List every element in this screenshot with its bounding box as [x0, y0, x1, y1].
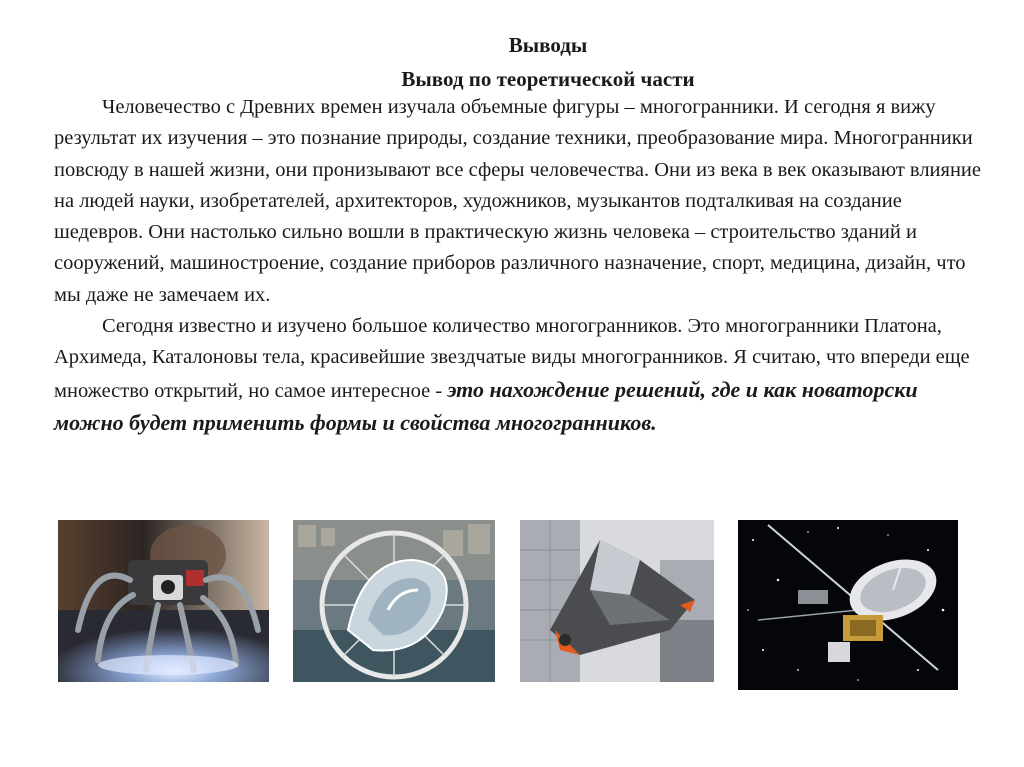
architecture-aerial-photo — [293, 520, 495, 682]
paragraph-1: Человечество с Древних времен изучала объемные фигуры – многогранники. И сегодня я вижу результат их изучения – это познание природы, создание техники, преобразование мира. Многогранники повсюду в нашей жизни, они пронизывают все сферы человечества. Они из века в век оказывают влияние на людей науки, изобретателей, архитекторов, художников, музыкантов подталкивая на создание шедевров. Они настолько сильно вошли в практическую жизнь человека – строительство зданий и сооружений, машиностроение, создание приборов различного назначение, спорт, медицина, дизайн, что мы даже не замечаем их. — [54, 96, 981, 306]
paragraph-2-end: . — [651, 409, 657, 435]
slide-title: Выводы — [508, 33, 588, 57]
paragraph-2-emphasis: это нахождение решений, где и как новаторски можно будет применить формы и свойства многогранников — [54, 376, 918, 435]
polyhedral-vehicle-photo — [520, 520, 714, 682]
robot-spider-photo — [58, 520, 269, 682]
paragraph-2 — [54, 311, 984, 440]
body-text — [54, 92, 984, 440]
paragraph-2-plain: Сегодня известно и изучено большое количество многогранников. Это многогранники Платона, Архимеда, Каталоновы тела, красивейшие звездчатые виды многогранников. Я считаю, что впереди еще множество открытий, но самое интересное - — [54, 315, 970, 402]
slide-subtitle: Вывод по теоретической части — [401, 67, 695, 91]
space-probe-photo — [738, 520, 958, 690]
